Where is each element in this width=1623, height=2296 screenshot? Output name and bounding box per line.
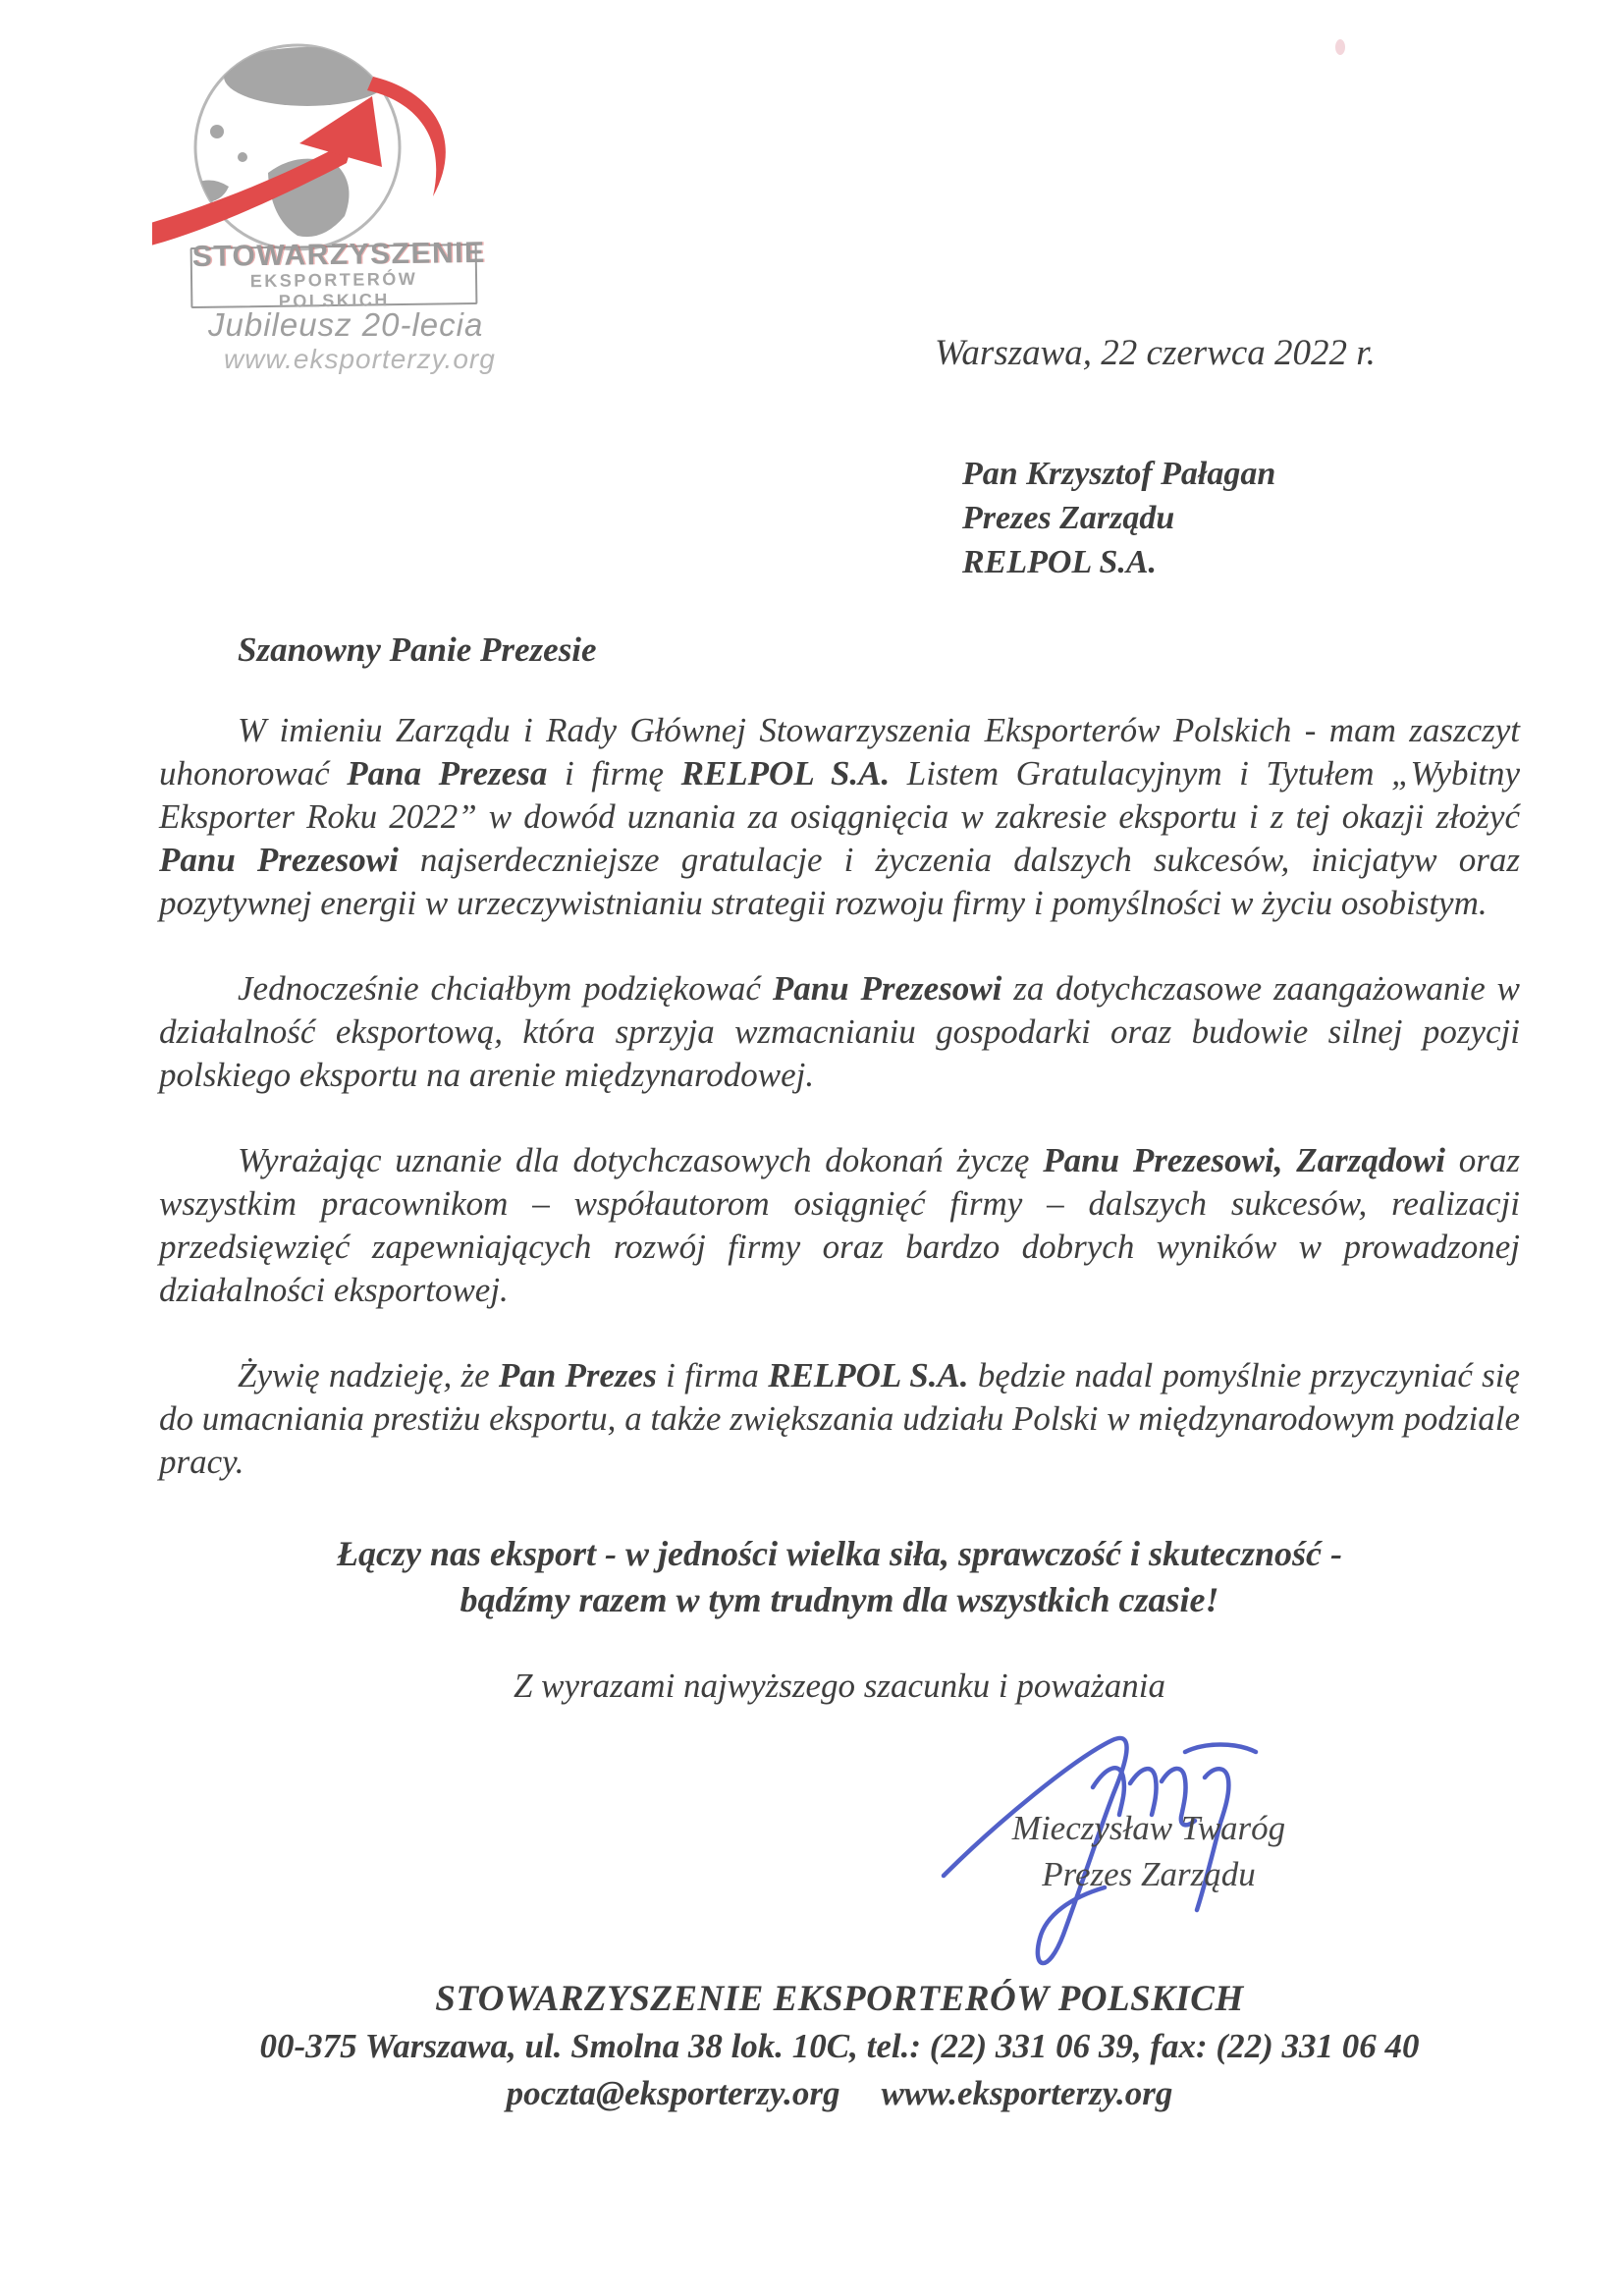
footer	[159, 1976, 1520, 2117]
paragraph-3: Wyrażając uznanie dla dotychczasowych dokonań życzę Panu Prezesowi, Zarządowi oraz wszystkim pracownikom – współautorom osiągnięć firmy – dalszych sukcesów, realizacji przedsięwzięć zapewniających rozwój firmy oraz bardzo dobrych wyników w prowadzonej działalności eksportowej.	[159, 1141, 1520, 1309]
footer-contacts	[159, 2070, 1520, 2117]
globe-with-red-orbit-arrow-icon	[152, 37, 461, 258]
salutation: Szanowny Panie Prezesie	[238, 630, 597, 669]
logo-org-subtitle: EKSPORTERÓW POLSKICH	[249, 268, 418, 311]
letter-body	[159, 629, 1520, 1708]
closing-line: Z wyrazami najwyższego szacunku i poważania	[513, 1667, 1166, 1705]
signature-name: Mieczysław Twaróg	[1011, 1809, 1286, 1847]
paragraph-2: Jednocześnie chciałbym podziękować Panu Prezesowi za dotychczasowe zaangażowanie w działalność eksportową, która sprzyja wzmacnianiu gospodarki oraz budowie silnej pozycji polskiego eksportu na arenie międzynarodowej.	[159, 969, 1521, 1094]
logo-website-text: www.eksporterzy.org	[224, 344, 496, 374]
date-line: Warszawa, 22 czerwca 2022 r.	[935, 333, 1376, 373]
scan-artifact	[1335, 39, 1345, 55]
footer-org-name: STOWARZYSZENIE EKSPORTERÓW POLSKICH	[435, 1979, 1244, 2019]
footer-website: www.eksporterzy.org	[881, 2074, 1173, 2112]
signature-block	[992, 1805, 1306, 1897]
recipient-block	[962, 452, 1275, 584]
motto-line-1: Łączy nas eksport - w jedności wielka siła, sprawczość i skuteczność -	[337, 1534, 1342, 1573]
logo-org-name: STOWARZYSZENIE	[191, 236, 486, 274]
motto-line-2: bądźmy razem w tym trudnym dla wszystkich czasie!	[460, 1580, 1219, 1619]
signature-title: Prezes Zarządu	[1042, 1855, 1256, 1893]
recipient-title: Prezes Zarządu	[962, 500, 1175, 536]
recipient-name: Pan Krzysztof Pałagan	[962, 456, 1276, 492]
paragraph-4: Żywię nadzieję, że Pan Prezes i firma RELPOL S.A. będzie nadal pomyślnie przyczyniać się do umacniania prestiżu eksportu, a także zwiększania udziału Polski w międzynarodowym podziale pracy.	[159, 1356, 1520, 1481]
logo-org-box	[190, 236, 486, 311]
recipient-company: RELPOL S.A.	[962, 544, 1158, 580]
logo-jubilee-text: Jubileusz 20-lecia	[208, 306, 484, 343]
footer-email: poczta@eksporterzy.org	[506, 2074, 840, 2112]
footer-address: 00-375 Warszawa, ul. Smolna 38 lok. 10C, tel.: (22) 331 06 39, fax: (22) 331 06 40	[259, 2027, 1420, 2065]
motto	[159, 1531, 1520, 1623]
paragraph-1: W imieniu Zarządu i Rady Głównej Stowarzyszenia Eksporterów Polskich - mam zaszczyt uhonorować Pana Prezesa i firmę RELPOL S.A. Listem Gratulacyjnym i Tytułem „Wybitny Eksporter Roku 2022” w dowód uznania za osiągnięcia w zakresie eksportu i z tej okazji złożyć Panu Prezesowi najserdeczniejsze gratulacje i życzenia dalszych sukcesów, inicjatyw oraz pozytywnej energii w urzeczywistnianiu strategii rozwoju firmy i pomyślności w życiu osobistym.	[159, 711, 1521, 922]
